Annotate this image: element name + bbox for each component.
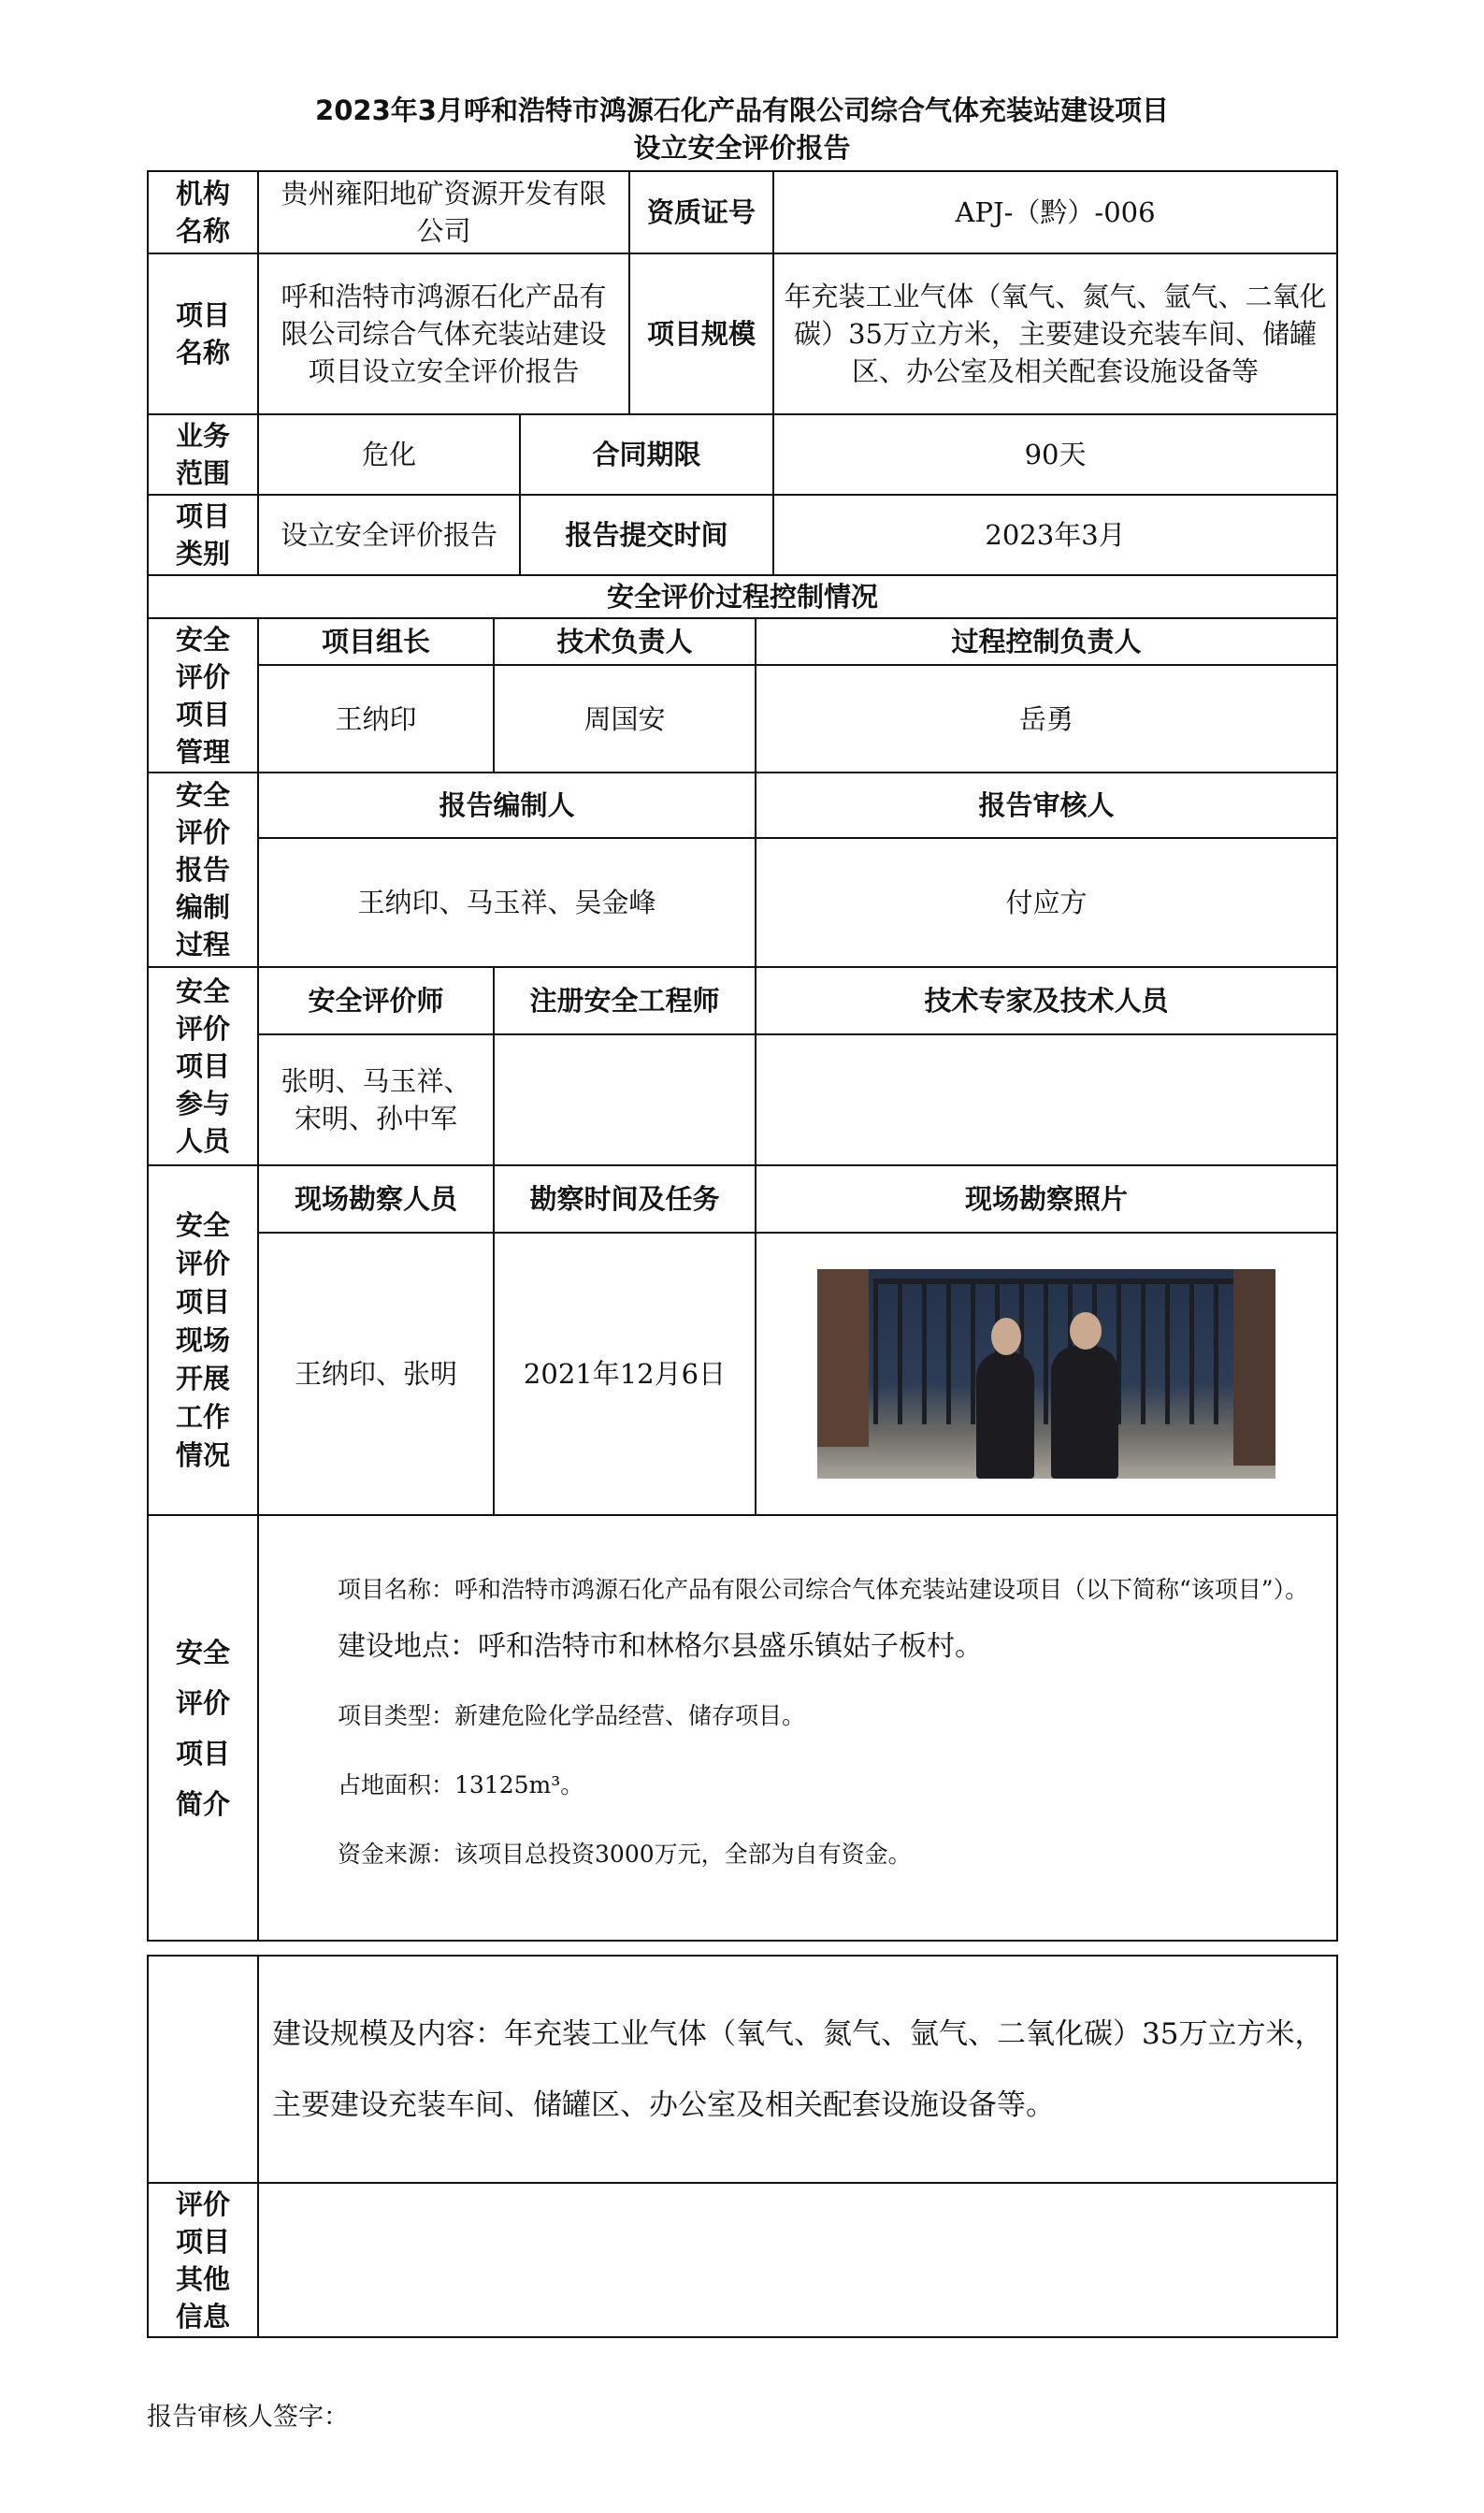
cert-value: APJ-（黔）-006 <box>773 171 1337 253</box>
participants-label: 安全 评价 项目 参与 人员 <box>148 967 258 1165</box>
submit-value: 2023年3月 <box>773 495 1337 575</box>
site-survey-photo <box>817 1269 1275 1479</box>
expert-names <box>756 1034 1337 1165</box>
project-name: 呼和浩特市鸿源石化产品有限公司综合气体充装站建设项目设立安全评价报告 <box>258 253 629 414</box>
document-title-line2: 设立安全评价报告 <box>633 132 851 164</box>
tech-lead-name: 周国安 <box>494 665 756 773</box>
header-compiler: 报告编制人 <box>258 773 756 838</box>
intro-line-area: 占地面积：13125m³。 <box>338 1770 584 1798</box>
compile-label: 安全 评价 报告 编制 过程 <box>148 773 258 967</box>
header-survey-time: 勘察时间及任务 <box>494 1165 756 1233</box>
document-title-line1: 2023年3月呼和浩特市鸿源石化产品有限公司综合气体充装站建设项目 <box>315 94 1169 126</box>
period-value: 90天 <box>773 414 1337 495</box>
org-label: 机构 名称 <box>148 171 258 253</box>
survey-photo-cell <box>756 1233 1337 1515</box>
org-name: 贵州雍阳地矿资源开发有限公司 <box>258 171 629 253</box>
business-label: 业务 范围 <box>148 414 258 495</box>
evaluator-names: 张明、马玉祥、宋明、孙中军 <box>258 1034 494 1165</box>
survey-label: 安全 评价 项目 现场 开展 工作 情况 <box>148 1165 258 1515</box>
header-team-leader: 项目组长 <box>258 618 494 665</box>
other-info-value <box>258 2183 1337 2337</box>
header-tech-lead: 技术负责人 <box>494 618 756 665</box>
process-lead-name: 岳勇 <box>756 665 1337 773</box>
category-label: 项目 类别 <box>148 495 258 575</box>
reviewer-signature-label: 报告审核人签字： <box>147 2403 349 2432</box>
header-safety-engineers: 注册安全工程师 <box>494 967 756 1034</box>
compiler-names: 王纳印、马玉祥、吴金峰 <box>258 838 756 967</box>
surveyor-names: 王纳印、张明 <box>258 1233 494 1515</box>
period-label: 合同期限 <box>520 414 773 495</box>
management-label: 安全 评价 项目 管理 <box>148 618 258 773</box>
process-header: 安全评价过程控制情况 <box>148 575 1337 618</box>
continuation-table <box>147 1955 1338 2338</box>
header-survey-photo: 现场勘察照片 <box>756 1165 1337 1233</box>
info-table <box>147 170 1338 619</box>
safety-engineer-names <box>494 1034 756 1165</box>
header-surveyors: 现场勘察人员 <box>258 1165 494 1233</box>
intro-line-location: 建设地点：呼和浩特市和林格尔县盛乐镇姑子板村。 <box>338 1629 983 1663</box>
intro-line-type: 项目类型：新建危险化学品经营、储存项目。 <box>338 1701 806 1729</box>
process-table <box>147 617 1338 1942</box>
header-experts: 技术专家及技术人员 <box>756 967 1337 1034</box>
header-process-lead: 过程控制负责人 <box>756 618 1337 665</box>
other-info-label: 评价 项目 其他 信息 <box>148 2183 258 2337</box>
intro-label: 安全 评价 项目 简介 <box>148 1515 258 1941</box>
project-label: 项目 名称 <box>148 253 258 414</box>
scale-content: 建设规模及内容：年充装工业气体（氧气、氮气、氩气、二氧化碳）35万立方米，主要建设充装车间、储罐区、办公室及相关配套设施设备等。 <box>258 1956 1337 2183</box>
reviewer-name: 付应方 <box>756 838 1337 967</box>
submit-label: 报告提交时间 <box>520 495 773 575</box>
cert-label: 资质证号 <box>629 171 773 253</box>
continuation-label-cell <box>148 1956 258 2183</box>
survey-date: 2021年12月6日 <box>494 1233 756 1515</box>
category-value: 设立安全评价报告 <box>258 495 520 575</box>
scale-label: 项目规模 <box>629 253 773 414</box>
header-evaluators: 安全评价师 <box>258 967 494 1034</box>
scale-value: 年充装工业气体（氧气、氮气、氩气、二氧化碳）35万立方米，主要建设充装车间、储罐区、办公室及相关配套设施设备等 <box>773 253 1337 414</box>
intro-line-name: 项目名称：呼和浩特市鸿源石化产品有限公司综合气体充装站建设项目（以下简称“该项目”）。 <box>338 1575 1309 1603</box>
intro-content <box>258 1515 1337 1941</box>
intro-line-funding: 资金来源：该项目总投资3000万元，全部为自有资金。 <box>338 1840 912 1868</box>
team-leader-name: 王纳印 <box>258 665 494 773</box>
header-reviewer: 报告审核人 <box>756 773 1337 838</box>
business-value: 危化 <box>258 414 520 495</box>
